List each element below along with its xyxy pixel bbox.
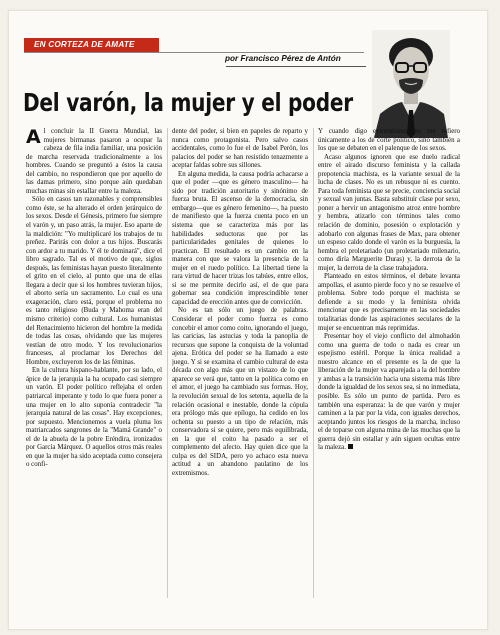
article-column-2 xyxy=(172,128,308,604)
paragraph: En alguna medida, la causa podría achacarse a que el poder —que es género masculino— ha sido por tradición autoritario y sinónimo de fuerza bruta. El ascenso de la democracia, sin embargo—que es género femenino—, ha puesto de manifiesto que la fuerza cuenta poco en un sistema que se caracteriza más por las habilidades seductoras que por las particularidades genitales de quienes lo practican. El resultado es un cambio en la manera con que se valora la presencia de la mujer en el ruedo político. La libertad tiene la rara virtud de hacer trizas los tabúes, entre ellos, si se me permite decirlo así, el de que para gobernar sea condición imprescindible tener capacidad de erección antes que de convicción. xyxy=(172,170,308,306)
paragraph: Al concluir la II Guerra Mundial, las mujeres birmanas pasaron a ocupar la cabeza de fila india familiar, una posición de marcha reservada tradicionalmente a los hombres. Cuando se preguntó a éstos la causa del cambio, no respondieron que por aquello de las damas primero, sino porque aún quedaban muchas minas sin estallar entre la maleza. xyxy=(26,128,162,195)
drop-cap: A xyxy=(26,128,41,148)
section-label: EN CORTEZA DE AMATE xyxy=(24,38,159,52)
headline: Del varón, la mujer y el poder xyxy=(23,88,353,117)
author-portrait xyxy=(372,30,450,138)
paragraph: No es tan sólo un juego de palabras. Considerar el poder como fuerza es como concebir el amor como coito, ignorando el juego, las caricias, las astucias y toda la panoplia de recursos que supone la conquista de la voluntad ajena. Erótica del poder se ha llamado a este juego. Y si se examina el cambio cultural de esta década con algo más que un vistazo de lo que aparece se verá que, tanto en la política como en el amor, el juego ha cambiado sus formas. Hoy, la revolución sexual de los setenta, aquella de la relación ocasional e inestable, donde la cópula era prólogo más que epílogo, ha cedido en los ochenta su puesto a un tipo de relación, más conservadora si se quiere, pero más equilibrada, en la que el coito ha pasado a ser el complemento del afecto. Hay quien dice que la culpa es del SIDA, pero yo achaco esta nueva actitud a un abandono paulatino de los extremismos. xyxy=(172,307,308,477)
paragraph: Planteado en estos términos, el debate levanta ampollas, el asunto pierde foco y no se resuelve el problema. Sobre todo porque el machista se defiende a su modo y la feminista olvida mencionar que es precisamente en las sociedades totalitarias donde las aspiraciones seculares de la mujer se encuentran más reprimidas. xyxy=(318,273,460,332)
end-mark xyxy=(348,444,353,449)
article-column-3 xyxy=(318,128,460,604)
paragraph: Presentar hoy el viejo conflicto del almohadón como una guerra de todo o nada es crear un espejismo estéril. Porque la única realidad a nuestro alcance en el presente es la de que la liberación de la mujer va aparejada a la del hombre y ambas a la transición hacia una sistema más libre donde la igualdad de los sexos sea, si no inmediata, posible. Es sólo un punto de partida. Pero es también una esperanza: la de que varón y mujer caminen a la par por la vida, con iguales derechos, aceptando juntos los riesgos de la marcha, incluso el de toparse con alguna mina de las muchas que la guerra dejó sin estallar y aún siguen ocultas entre la maleza. xyxy=(318,333,460,452)
byline: por Francisco Pérez de Antón xyxy=(225,54,341,63)
paragraph: Y cuando digo extremismos no me refiero únicamente a los de corte político, sino también a los que se debaten en el palenque de los sexos. xyxy=(318,128,460,153)
paragraph: Acaso algunos ignoren que ese duelo radical entre el airado discurso feminista y la callada prepotencia machista, es la variante sexual de la lucha de clases. No es un rebusque ni es cuento. Para toda feminista que se precie, conciencia social y sexual van juntas. Basta substituir clase por sexo, poner a hervir un antagonismo atroz entre hombre y hembra, atizarlo con términos tales como relación de dominio, posesión o explotación y adobarlo con algunas frases de Max, para obtener un espeso caldo donde el varón es la burguesía, la hembra el proletariado (un proletariado milenario, como diría Marguerite Duras) y, la derrota de la mujer, la derrota de la clase trabajadora. xyxy=(318,153,460,272)
paragraph: Sólo en casos tan razonables y comprensibles como éste, se ha alterado el orden jerárquico de los sexos. Desde el Génesis, primero fue siempre el varón y, un paso atrás, la mujer. Eso aparte de la maldición: "Yo multiplicaré los trabajos de tu preñez. Parirás con dolor a tus hijos. Buscarás con ardor a tu marido. Y él te dominará", dice el libro sagrado. Tal es el motivo de que, siglos después, las feministas hayan puesto literalmente el grito en el cielo, al punto que una de ellas llegara a decir que si los hombres tuvieran hijos, el aborto sería un sacramento. Lo cual es una exageración, claro está, porque el problema no es tanto religioso (Buda y Mahoma eran del mismo criterio) como cultural. Los humanistas del Renacimiento hicieron del hombre la medida de todas las cosas, olvidando que las mujeres vestían de otro modo. Y los revolucionarios franceses, al proclamar los Derechos del Hombre, excluyeron los de las féminas. xyxy=(26,196,162,366)
byline-divider xyxy=(226,66,366,67)
article-body xyxy=(26,128,462,606)
paragraph: En la cultura hispano-hablante, por su lado, el ápice de la jerarquía la ha ocupado casi siempre un varón. El poder político reflejaba el orden patriarcal imperante y todo lo que fuera poner a una mujer en lo alto suponía contradecir "la jerarquía natural de las cosas". Hay excepciones, por supuesto. Mencionemos a vuela pluma los matriarcados sangrones de la "Mamá Grande" o el de la abuela de la pobre Eréndira, ironizados por García Márquez. O aquellos otros más reales en que la mujer ha sido aceptada como consejera o confi- xyxy=(26,367,162,469)
column-divider xyxy=(313,128,314,598)
paragraph: dente del poder, si bien en papeles de reparto y nunca como protagonista. Pero salvo casos accidentales, como lo fue el de Isabel Perón, los palacios del poder se han resistido tenazmente a aceptar faldas sobre sus sillones. xyxy=(172,128,308,170)
section-divider xyxy=(24,52,364,53)
article-column-1 xyxy=(26,128,162,604)
column-divider xyxy=(167,128,168,598)
